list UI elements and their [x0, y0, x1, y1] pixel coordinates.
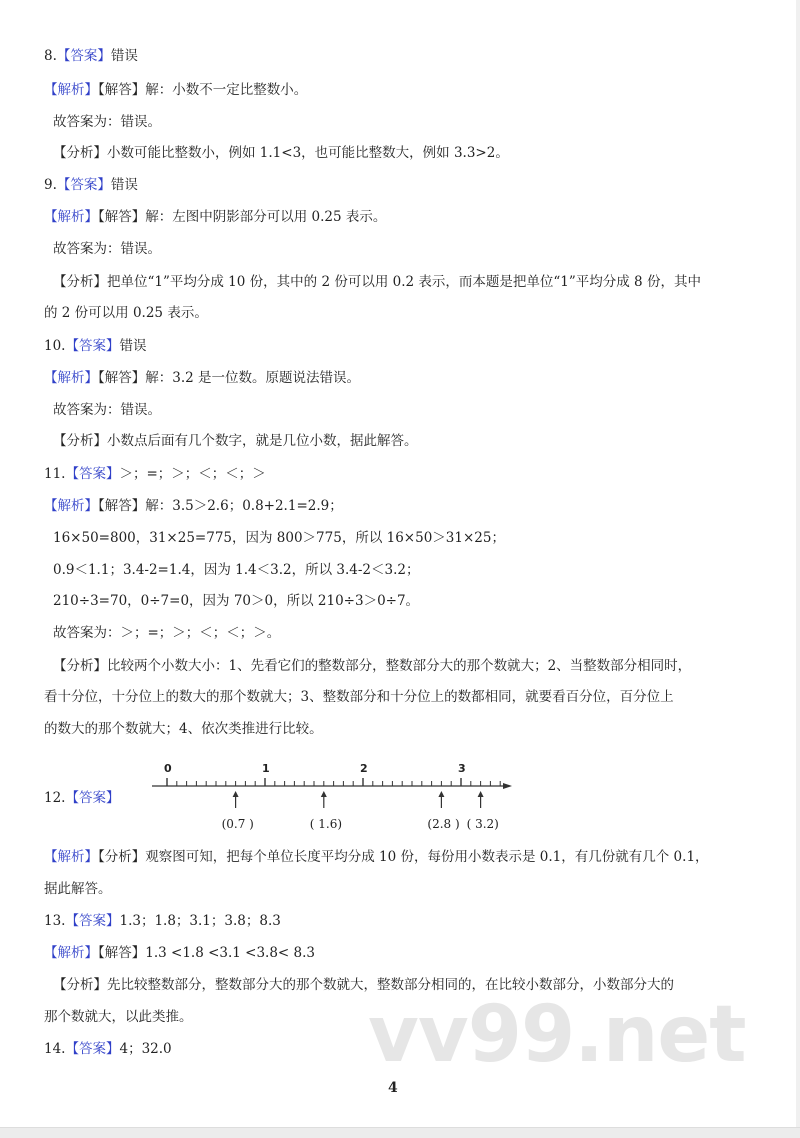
text-line: [53, 240, 161, 258]
answer-heading: [44, 912, 281, 930]
line-text: 210÷3=70，0÷7=0，因为 70＞0，所以 210÷3＞0÷7。: [53, 593, 420, 609]
line-text: 【解答】解：3.5＞2.6；0.8+2.1=2.9；: [98, 498, 343, 514]
arrow-head: [438, 791, 444, 797]
tick-label: 3: [458, 762, 466, 775]
section-tag: 【答案】: [65, 790, 120, 806]
text-line: [44, 208, 386, 226]
section-tag: 【答案】: [65, 913, 120, 929]
section-tag: 【答案】: [56, 177, 111, 193]
axis-arrow: [503, 783, 512, 789]
text-line: [44, 848, 709, 866]
text-line: [44, 497, 343, 515]
text-line: [53, 529, 505, 547]
line-text: 【分析】把单位“1”平均分成 10 份，其中的 2 份可以用 0.2 表示，而本题是把单位“1”平均分成 8 份，其中: [53, 274, 701, 290]
answer-heading: [44, 176, 138, 194]
line-text: 16×50=800，31×25=775，因为 800＞775，所以 16×50＞31×25；: [53, 530, 505, 546]
answer-heading: [44, 1040, 172, 1058]
line-text: 的数大的那个数就大；4、依次类推进行比较。: [44, 721, 323, 737]
line-text: 据此解答。: [44, 881, 112, 897]
section-tag: 【解析】: [44, 82, 98, 98]
line-text: 【解答】1.3 <1.8 <3.1 <3.8< 8.3: [98, 945, 316, 961]
section-tag: 【答案】: [65, 466, 120, 482]
question-number: 13.: [44, 913, 66, 929]
line-text: 的 2 份可以用 0.25 表示。: [44, 305, 208, 321]
answer-heading: [44, 47, 138, 65]
answer-heading: [44, 337, 146, 355]
question-number: 14.: [44, 1041, 66, 1057]
line-text: ＞；=；＞；＜；＜；＞: [119, 466, 266, 482]
text-line: [53, 657, 691, 675]
page-separator: [0, 1127, 800, 1138]
line-text: 【分析】比较两个小数大小：1、先看它们的整数部分，整数部分大的那个数就大；2、当整数部分相同时，: [53, 658, 692, 674]
text-line: [53, 144, 509, 162]
number-line-figure: [150, 756, 520, 836]
section-tag: 【答案】: [65, 1041, 120, 1057]
tick-label: 1: [262, 762, 270, 775]
section-tag: 【答案】: [65, 338, 120, 354]
line-text: 【分析】先比较整数部分，整数部分大的那个数就大，整数部分相同的，在比较小数部分，小数部分大的: [53, 977, 674, 993]
line-text: 那个数就大，以此类推。: [44, 1009, 193, 1025]
line-text: 错误: [119, 338, 147, 354]
line-text: 看十分位，十分位上的数大的那个数就大；3、整数部分和十分位上的数都相同，就要看百分位，百分位上: [44, 689, 674, 705]
arrow-head: [478, 791, 484, 797]
line-text: 【解答】解：小数不一定比整数小。: [98, 82, 308, 98]
line-text: 故答案为：＞；=；＞；＜；＜；＞。: [53, 625, 281, 641]
line-text: 故答案为：错误。: [53, 402, 161, 418]
question-number: 10.: [44, 338, 66, 354]
question-number: 8.: [44, 48, 57, 64]
answer-heading: [44, 465, 266, 483]
text-line: [53, 113, 161, 131]
section-tag: 【解析】: [44, 370, 98, 386]
text-line: [53, 273, 701, 291]
line-text: 4；32.0: [119, 1041, 172, 1057]
text-line: [44, 688, 674, 706]
line-text: 【分析】小数可能比整数小，例如 1.1<3，也可能比整数大，例如 3.3>2。: [53, 145, 509, 161]
text-line: [53, 561, 419, 579]
question-number: 11.: [44, 466, 66, 482]
text-line: [44, 944, 315, 962]
text-line: [53, 401, 161, 419]
text-line: [53, 592, 419, 610]
arrow-head: [233, 791, 239, 797]
text-line: [44, 304, 208, 322]
question-number: 9.: [44, 177, 57, 193]
tick-label: 0: [164, 762, 172, 775]
line-text: 故答案为：错误。: [53, 114, 161, 130]
line-text: 0.9＜1.1；3.4-2=1.4，因为 1.4＜3.2，所以 3.4-2＜3.2；: [53, 562, 420, 578]
answer-label: (2.8 ): [427, 817, 460, 831]
watermark: vv99.net: [368, 990, 746, 1080]
answer-label: (0.7 ): [221, 817, 254, 831]
answer-label: ( 1.6): [309, 817, 343, 831]
line-text: 错误: [110, 177, 138, 193]
text-line: [44, 81, 307, 99]
section-tag: 【答案】: [56, 48, 111, 64]
section-tag: 【解析】: [44, 945, 98, 961]
answer-heading: [44, 789, 119, 807]
section-tag: 【解析】: [44, 209, 98, 225]
section-tag: 【解析】: [44, 498, 98, 514]
page-edge: [796, 0, 800, 1127]
line-text: 【解答】解：左图中阴影部分可以用 0.25 表示。: [98, 209, 387, 225]
text-line: [44, 880, 112, 898]
answer-label: ( 3.2): [466, 817, 499, 831]
text-line: [53, 432, 418, 450]
text-line: [44, 369, 360, 387]
line-text: 【分析】小数点后面有几个数字，就是几位小数，据此解答。: [53, 433, 418, 449]
line-text: 故答案为：错误。: [53, 241, 161, 257]
line-text: 错误: [110, 48, 138, 64]
line-text: 【解答】解：3.2 是一位数。原题说法错误。: [98, 370, 361, 386]
arrow-head: [321, 791, 327, 797]
line-text: 1.3；1.8；3.1；3.8；8.3: [119, 913, 281, 929]
text-line: [44, 720, 323, 738]
text-line: [53, 624, 280, 642]
text-line: [44, 1008, 193, 1026]
question-number: 12.: [44, 790, 66, 806]
section-tag: 【解析】: [44, 849, 98, 865]
page-number: 4: [388, 1080, 398, 1096]
line-text: 【分析】观察图可知，把每个单位长度平均分成 10 份，每份用小数表示是 0.1，有几份就有几个 0.1，: [98, 849, 709, 865]
tick-label: 2: [360, 762, 368, 775]
